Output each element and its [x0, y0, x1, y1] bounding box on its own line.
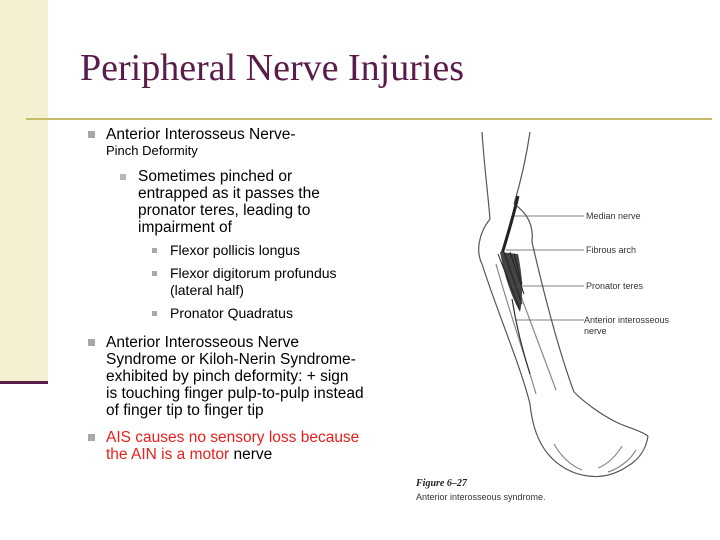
- title-divider: [26, 118, 712, 120]
- bullet-entrapment: [86, 168, 364, 236]
- bullet-ain-syndrome: [86, 334, 364, 419]
- bullet-text-red: AIS causes no sensory loss because the AIN is a motor: [106, 429, 360, 463]
- bullet-text: nerve: [233, 446, 273, 463]
- bullet-text: Pronator Quadratus: [170, 305, 293, 321]
- figure-caption: Anterior interosseous syndrome.: [416, 492, 546, 502]
- square-bullet-icon: [120, 174, 126, 180]
- square-bullet-icon: [88, 434, 95, 441]
- bullet-text: Flexor digitorum profundus (lateral half): [170, 265, 337, 298]
- label-ain-line1: Anterior interosseous: [584, 315, 670, 325]
- square-bullet-icon: [88, 339, 95, 346]
- anatomy-figure: [402, 124, 688, 516]
- bullet-fdp: [86, 265, 364, 299]
- square-bullet-icon: [152, 271, 157, 276]
- square-bullet-icon: [88, 131, 95, 138]
- bullet-text: Flexor pollicis longus: [170, 242, 300, 258]
- bullet-subtext: Pinch Deformity: [106, 143, 198, 158]
- bullet-sensory: [86, 429, 364, 463]
- slide-title: Peripheral Nerve Injuries: [80, 47, 465, 89]
- label-median-nerve: Median nerve: [586, 211, 641, 221]
- label-fibrous-arch: Fibrous arch: [586, 245, 637, 255]
- figure-number: Figure 6–27: [416, 478, 467, 489]
- square-bullet-icon: [152, 248, 157, 253]
- bullet-text: Sometimes pinched or entrapped as it passes the pronator teres, leading to impairment of: [138, 168, 320, 236]
- bullet-text: Anterior Interosseous Nerve Syndrome or Kiloh-Nerin Syndrome- exhibited by pinch deformity: + sign is touching finger pulp-to-pulp instead of finger tip to finger tip: [106, 334, 364, 419]
- bullet-ain-pinch: [86, 126, 364, 158]
- bullet-pq: [86, 305, 364, 322]
- sidebar-panel: [0, 0, 48, 384]
- bullet-list: [86, 126, 364, 473]
- square-bullet-icon: [152, 311, 157, 316]
- arm-illustration: [402, 124, 688, 516]
- label-ain-line2: nerve: [584, 326, 607, 336]
- label-pronator-teres: Pronator teres: [586, 281, 644, 291]
- sidebar-accent-rule: [0, 381, 48, 384]
- bullet-fpl: [86, 242, 364, 259]
- bullet-text: Anterior Interosseus Nerve-: [106, 126, 296, 143]
